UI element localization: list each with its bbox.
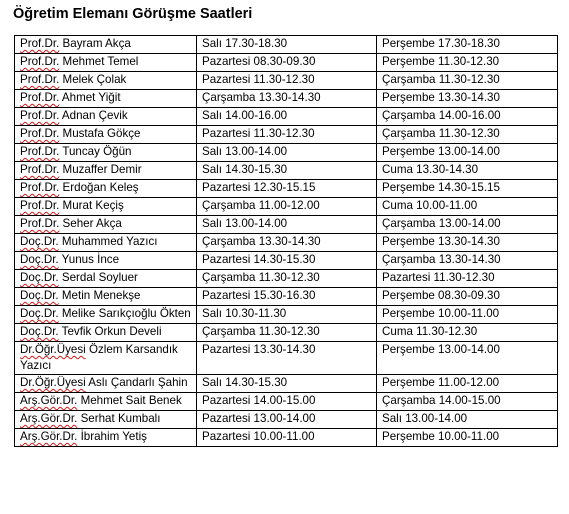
second-slot-cell: Perşembe 10.00-11.00 [377, 429, 558, 447]
lecturer-name: Melike Sarıkçıoğlu Ökten [58, 307, 191, 320]
first-slot-cell: Pazartesi 10.00-11.00 [197, 429, 377, 447]
lecturer-cell [15, 306, 197, 324]
table-row [15, 429, 558, 447]
first-slot-cell: Salı 14.30-15.30 [197, 375, 377, 393]
academic-title: Dr.Öğr.Üyesi [20, 376, 86, 389]
table-row [15, 72, 558, 90]
table-row [15, 90, 558, 108]
academic-title: Doç.Dr. [20, 235, 59, 248]
first-slot-cell: Pazartesi 14.00-15.00 [197, 393, 377, 411]
table-row [15, 342, 558, 375]
first-slot-cell: Pazartesi 11.30-12.30 [197, 126, 377, 144]
lecturer-cell [15, 324, 197, 342]
table-row [15, 216, 558, 234]
first-slot-cell: Salı 14.00-16.00 [197, 108, 377, 126]
second-slot-cell: Çarşamba 11.30-12.30 [377, 126, 558, 144]
table-row [15, 126, 558, 144]
academic-title: Doç.Dr. [20, 325, 59, 338]
second-slot-cell: Perşembe 11.00-12.00 [377, 375, 558, 393]
table-row [15, 108, 558, 126]
lecturer-cell [15, 234, 197, 252]
table-row [15, 375, 558, 393]
academic-title: Doç.Dr. [20, 289, 59, 302]
second-slot-cell: Perşembe 10.00-11.00 [377, 306, 558, 324]
first-slot-cell: Pazartesi 08.30-09.30 [197, 54, 377, 72]
first-slot-cell: Pazartesi 14.30-15.30 [197, 252, 377, 270]
academic-title: Prof.Dr. [20, 145, 60, 158]
table-row [15, 324, 558, 342]
second-slot-cell: Çarşamba 14.00-15.00 [377, 393, 558, 411]
second-slot-cell: Perşembe 13.00-14.00 [377, 144, 558, 162]
lecturer-name: Tuncay Öğün [59, 145, 132, 158]
table-row [15, 270, 558, 288]
second-slot-cell: Çarşamba 14.00-16.00 [377, 108, 558, 126]
lecturer-name: Mustafa Gökçe [59, 127, 141, 140]
table-row [15, 36, 558, 54]
first-slot-cell: Pazartesi 12.30-15.15 [197, 180, 377, 198]
academic-title: Prof.Dr. [20, 73, 60, 86]
academic-title: Prof.Dr. [20, 55, 60, 68]
first-slot-cell: Çarşamba 11.00-12.00 [197, 198, 377, 216]
lecturer-name: Erdoğan Keleş [59, 181, 139, 194]
first-slot-cell: Pazartesi 11.30-12.30 [197, 72, 377, 90]
lecturer-cell [15, 36, 197, 54]
lecturer-cell [15, 198, 197, 216]
academic-title: Dr.Öğr.Üyesi [20, 343, 86, 356]
academic-title: Prof.Dr. [20, 127, 60, 140]
lecturer-name: Bayram Akça [59, 37, 131, 50]
first-slot-cell: Salı 17.30-18.30 [197, 36, 377, 54]
second-slot-cell: Perşembe 17.30-18.30 [377, 36, 558, 54]
second-slot-cell: Perşembe 14.30-15.15 [377, 180, 558, 198]
lecturer-name: Melek Çolak [59, 73, 127, 86]
second-slot-cell: Salı 13.00-14.00 [377, 411, 558, 429]
lecturer-cell [15, 288, 197, 306]
table-row [15, 180, 558, 198]
lecturer-name: Seher Akça [59, 217, 122, 230]
lecturer-name: Tevfik Orkun Develi [58, 325, 162, 338]
first-slot-cell: Salı 10.30-11.30 [197, 306, 377, 324]
lecturer-cell [15, 411, 197, 429]
second-slot-cell: Pazartesi 11.30-12.30 [377, 270, 558, 288]
lecturer-name: Murat Keçiş [59, 199, 124, 212]
academic-title: Doç.Dr. [20, 253, 59, 266]
second-slot-cell: Perşembe 13.30-14.30 [377, 234, 558, 252]
academic-title: Prof.Dr. [20, 163, 60, 176]
first-slot-cell: Pazartesi 13.00-14.00 [197, 411, 377, 429]
lecturer-cell [15, 180, 197, 198]
second-slot-cell: Perşembe 08.30-09.30 [377, 288, 558, 306]
lecturer-cell [15, 429, 197, 447]
table-row [15, 162, 558, 180]
lecturer-name: Ahmet Yiğit [59, 91, 121, 104]
lecturer-name: Serdal Soyluer [58, 271, 138, 284]
academic-title: Arş.Gör.Dr. [20, 430, 78, 443]
table-row [15, 54, 558, 72]
first-slot-cell: Salı 14.30-15.30 [197, 162, 377, 180]
lecturer-name: Yunus İnce [58, 253, 120, 266]
second-slot-cell: Cuma 11.30-12.30 [377, 324, 558, 342]
first-slot-cell: Çarşamba 13.30-14.30 [197, 90, 377, 108]
lecturer-name: Mehmet Temel [59, 55, 139, 68]
lecturer-name: Aslı Çandarlı Şahin [85, 376, 188, 389]
academic-title: Prof.Dr. [20, 37, 60, 50]
second-slot-cell: Çarşamba 11.30-12.30 [377, 72, 558, 90]
lecturer-cell [15, 375, 197, 393]
table-row [15, 252, 558, 270]
lecturer-cell [15, 144, 197, 162]
lecturer-cell [15, 126, 197, 144]
academic-title: Prof.Dr. [20, 181, 60, 194]
first-slot-cell: Çarşamba 11.30-12.30 [197, 324, 377, 342]
lecturer-name: İbrahim Yetiş [77, 430, 147, 443]
academic-title: Prof.Dr. [20, 91, 60, 104]
second-slot-cell: Perşembe 13.00-14.00 [377, 342, 558, 375]
lecturer-cell [15, 162, 197, 180]
lecturer-name: Serhat Kumbalı [77, 412, 161, 425]
first-slot-cell: Çarşamba 13.30-14.30 [197, 234, 377, 252]
lecturer-cell [15, 216, 197, 234]
lecturer-cell [15, 393, 197, 411]
lecturer-cell [15, 252, 197, 270]
lecturer-name: Adnan Çevik [59, 109, 128, 122]
academic-title: Doç.Dr. [20, 307, 59, 320]
lecturer-name: Metin Menekşe [58, 289, 141, 302]
table-row [15, 288, 558, 306]
first-slot-cell: Çarşamba 11.30-12.30 [197, 270, 377, 288]
lecturer-name: Özlem Karsandık Yazıcı [20, 343, 178, 372]
lecturer-cell [15, 270, 197, 288]
lecturer-cell [15, 342, 197, 375]
lecturer-cell [15, 72, 197, 90]
second-slot-cell: Cuma 13.30-14.30 [377, 162, 558, 180]
lecturer-cell [15, 54, 197, 72]
table-row [15, 234, 558, 252]
page-title: Öğretim Elemanı Görüşme Saatleri [13, 6, 253, 22]
lecturer-cell [15, 90, 197, 108]
office-hours-table [14, 35, 558, 447]
lecturer-name: Mehmet Sait Benek [77, 394, 182, 407]
academic-title: Arş.Gör.Dr. [20, 394, 78, 407]
second-slot-cell: Çarşamba 13.00-14.00 [377, 216, 558, 234]
table-row [15, 144, 558, 162]
academic-title: Doç.Dr. [20, 271, 59, 284]
academic-title: Prof.Dr. [20, 217, 60, 230]
first-slot-cell: Salı 13.00-14.00 [197, 144, 377, 162]
academic-title: Prof.Dr. [20, 199, 60, 212]
second-slot-cell: Perşembe 11.30-12.30 [377, 54, 558, 72]
second-slot-cell: Çarşamba 13.30-14.30 [377, 252, 558, 270]
first-slot-cell: Pazartesi 13.30-14.30 [197, 342, 377, 375]
table-row [15, 411, 558, 429]
lecturer-cell [15, 108, 197, 126]
academic-title: Arş.Gör.Dr. [20, 412, 78, 425]
second-slot-cell: Cuma 10.00-11.00 [377, 198, 558, 216]
table-row [15, 393, 558, 411]
table-row [15, 306, 558, 324]
lecturer-name: Muzaffer Demir [59, 163, 142, 176]
lecturer-name: Muhammed Yazıcı [58, 235, 158, 248]
academic-title: Prof.Dr. [20, 109, 60, 122]
second-slot-cell: Perşembe 13.30-14.30 [377, 90, 558, 108]
first-slot-cell: Salı 13.00-14.00 [197, 216, 377, 234]
table-row [15, 198, 558, 216]
first-slot-cell: Pazartesi 15.30-16.30 [197, 288, 377, 306]
